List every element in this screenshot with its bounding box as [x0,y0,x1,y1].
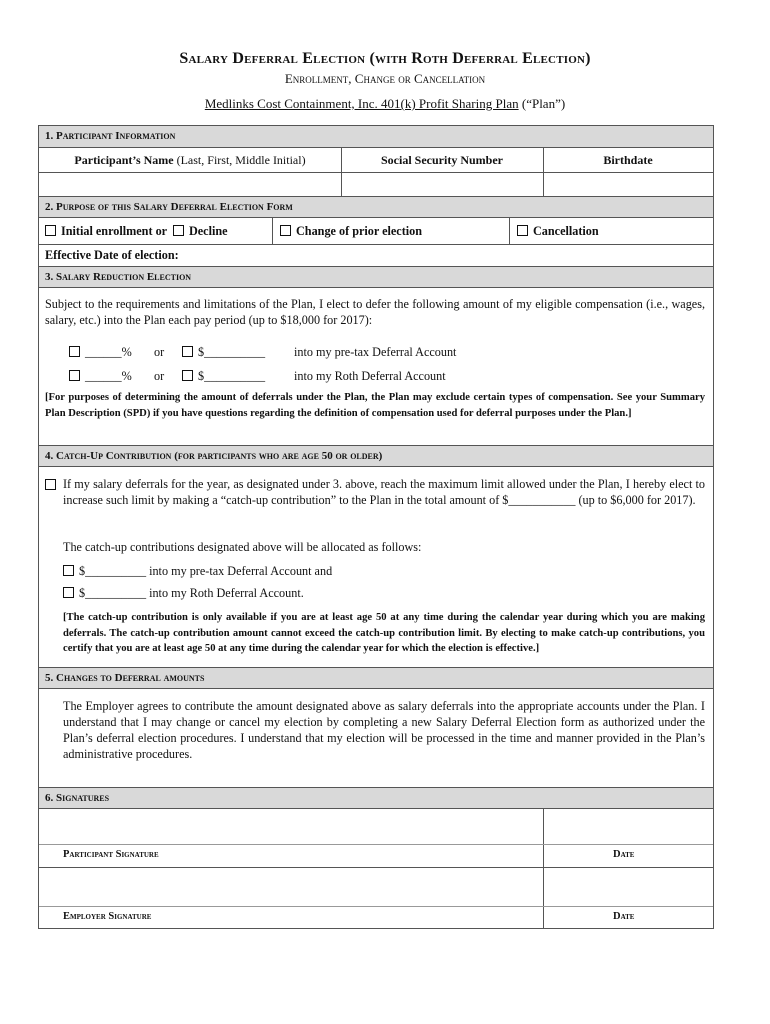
effective-date-label: Effective Date of election: [45,248,179,262]
pretax-election-row [69,345,132,360]
participant-name-hint: (Last, First, Middle Initial) [173,153,306,167]
catch-up-roth-label: $__________ into my Roth Deferral Account. [79,586,304,600]
ssn-input[interactable] [342,173,543,196]
pretax-or: or [154,345,165,359]
participant-date-field[interactable] [544,809,713,844]
section-3-heading: 3. Salary Reduction Election [39,266,713,288]
roth-percent-checkbox[interactable] [69,370,80,381]
pretax-percent-checkbox[interactable] [69,346,80,357]
employer-date-field[interactable] [544,868,713,906]
catch-up-roth-checkbox[interactable] [63,587,74,598]
catch-up-note: [The catch-up contribution is only available if you are at least age 50 at any time during the calendar year during which you are making deferrals. The catch-up contribution amount cannot exceed the catch-up contribution limit. By electing to make catch-up contributions, you certify that you are at least age 50 at any time during the calendar year for which the election is effective.] [63,612,705,654]
catch-up-pretax-label: $__________ into my pre-tax Deferral Account and [79,564,333,578]
pretax-amount-checkbox[interactable] [182,346,193,357]
participant-name-label [39,148,341,172]
ssn-label: Social Security Number [381,153,503,167]
catch-up-pretax-checkbox[interactable] [63,565,74,576]
roth-amount-blank[interactable]: $__________ [198,369,266,383]
cancellation-label: Cancellation [533,224,599,238]
roth-amount [182,369,265,384]
roth-election-row [69,369,132,384]
pretax-amount-blank[interactable]: $__________ [198,345,266,359]
employer-date-label: Date [613,911,635,922]
pretax-amount [182,345,265,360]
initial-enrollment-label: Initial enrollment or [61,224,167,238]
plan-suffix: (“Plan”) [518,96,566,111]
participant-signature-label: Participant Signature [63,849,159,860]
decline-label: Decline [188,224,228,238]
decline-checkbox[interactable] [173,225,184,236]
employer-signature-field[interactable] [39,868,543,906]
catch-up-allocation-label: The catch-up contributions designated above will be allocated as follows: [63,540,422,554]
form-title: Salary Deferral Election (with Roth Deferral Election) [179,50,591,67]
roth-or: or [154,369,165,383]
salary-reduction-intro: Subject to the requirements and limitations of the Plan, I elect to defer the following amount of my eligible compensation (i.e., wages, salary, etc.) into the Plan each pay period (up to $18,000 for 2017): [45,297,705,327]
change-checkbox[interactable] [280,225,291,236]
form-subtitle: Enrollment, Change or Cancellation [284,71,486,86]
section-6-heading: 6. Signatures [39,787,713,809]
birthdate-input[interactable] [544,173,713,196]
participant-date-label: Date [613,849,635,860]
section-1-heading: 1. Participant Information [39,126,713,148]
catch-up-checkbox[interactable] [45,479,56,490]
catch-up-pretax-row [63,564,332,579]
change-option [280,224,422,239]
plan-name: Medlinks Cost Containment, Inc. 401(k) Profit Sharing Plan [204,96,519,111]
plan-name-line [0,96,770,112]
election-form [38,125,714,929]
section-5-heading: 5. Changes to Deferral amounts [39,667,713,689]
birthdate-label: Birthdate [603,153,653,167]
participant-name-input[interactable] [39,173,341,196]
catch-up-text: If my salary deferrals for the year, as designated under 3. above, reach the maximum limit allowed under the Plan, I hereby elect to increase such limit by making a “catch-up contribution” to the Plan in the total amount of $___________ (up to $6,000 for 2017). [63,477,705,507]
changes-text: The Employer agrees to contribute the amount designated above as salary deferrals into the appropriate accounts under the Plan. I understand that I may change or cancel my election by completing a new Salary Deferral Election form as authorized under the Plan’s deferral election procedures. I understand that my election will be processed in the time and manner provided in the Plan’s administrative procedures. [63,699,705,761]
roth-amount-checkbox[interactable] [182,370,193,381]
participant-name-title: Participant’s Name [74,153,174,167]
initial-enrollment-checkbox[interactable] [45,225,56,236]
employer-signature-label: Employer Signature [63,911,152,922]
participant-signature-field[interactable] [39,809,543,844]
change-label: Change of prior election [296,224,423,238]
pretax-account-label: into my pre-tax Deferral Account [294,345,457,359]
initial-decline-options [45,224,228,239]
roth-account-label: into my Roth Deferral Account [294,369,446,383]
cancellation-checkbox[interactable] [517,225,528,236]
compensation-note: [For purposes of determining the amount of deferrals under the Plan, the Plan may exclude certain types of compensation. See your Summary Plan Description (SPD) if you have questions regarding the definition of compensation used for deferral purposes under the Plan.] [45,392,705,419]
section-4-heading: 4. Catch-Up Contribution (for participants who are age 50 or older) [39,445,713,467]
roth-percent-blank[interactable]: ______% [85,369,132,383]
cancellation-option [517,224,599,239]
pretax-percent-blank[interactable]: ______% [85,345,132,359]
catch-up-roth-row [63,586,304,601]
section-2-heading: 2. Purpose of this Salary Deferral Election Form [39,196,713,218]
